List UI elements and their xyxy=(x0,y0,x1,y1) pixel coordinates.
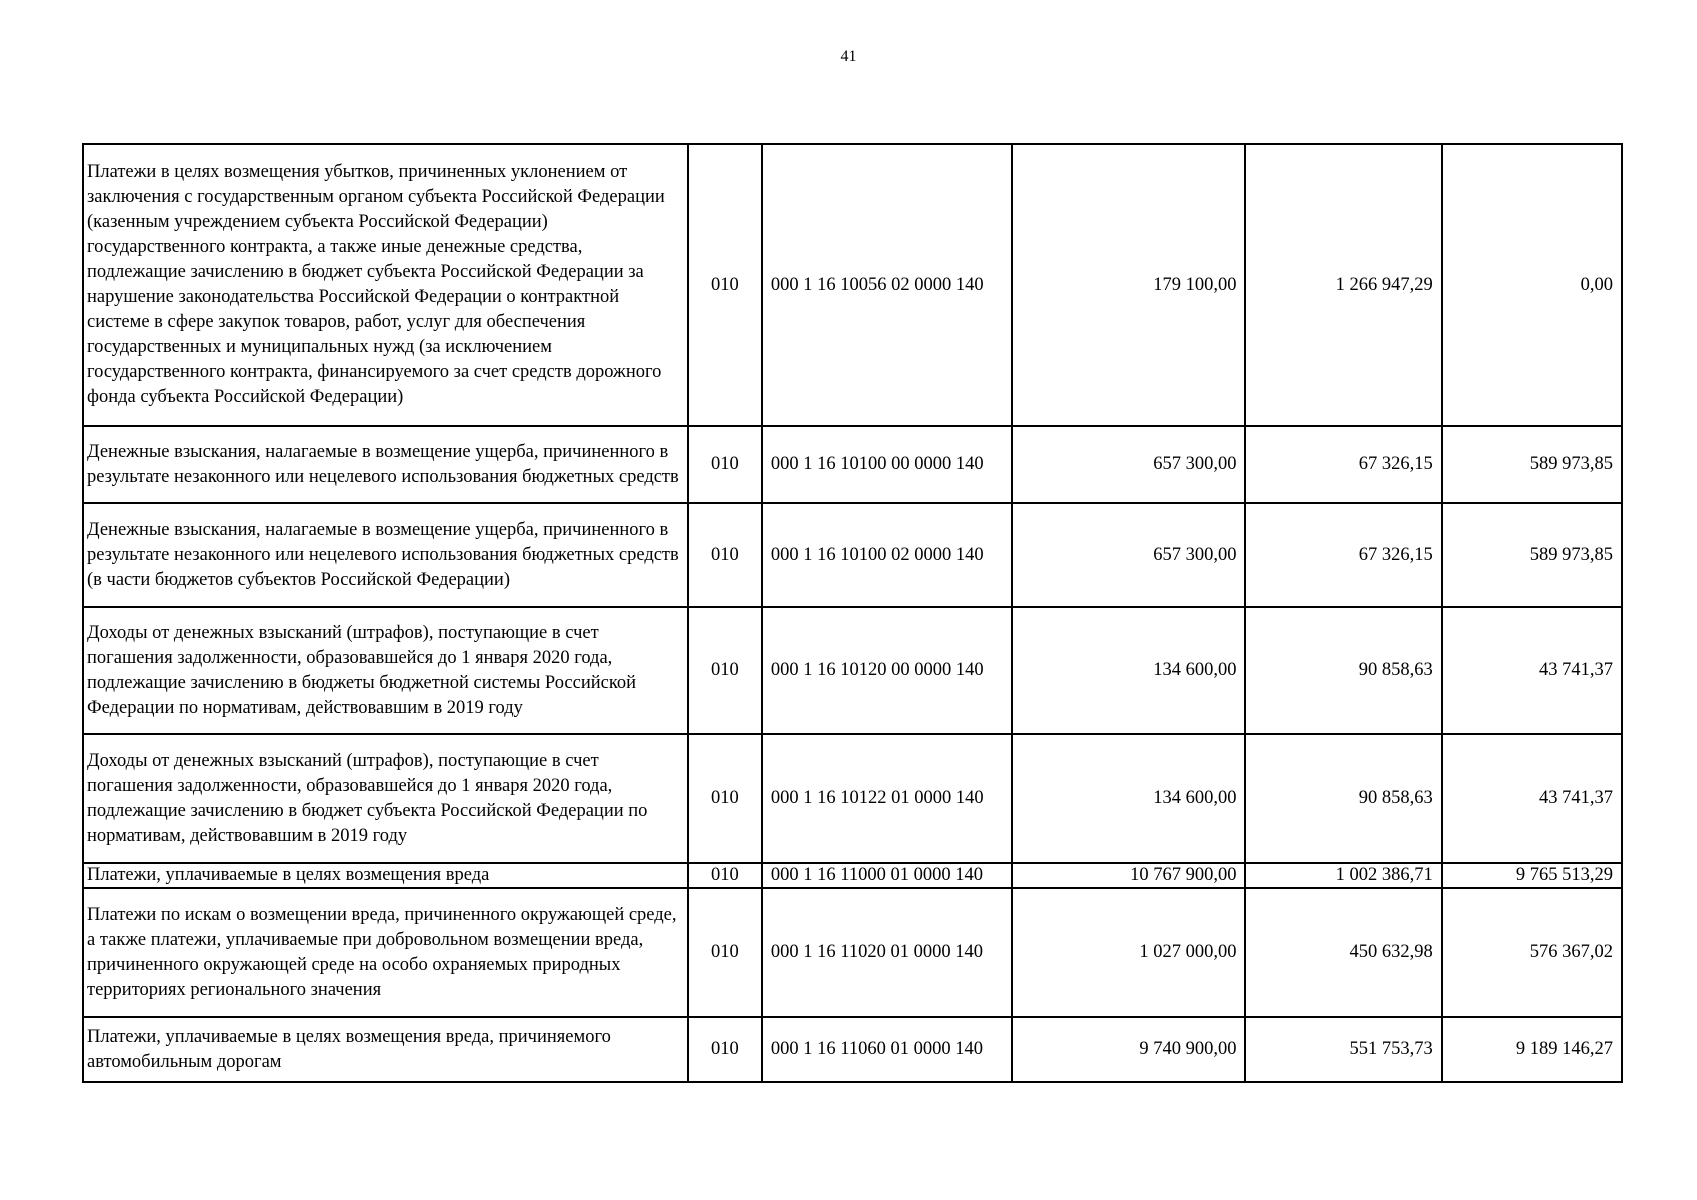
unexecuted-amount-cell: 43 741,37 xyxy=(1442,607,1622,734)
income-name-cell: Платежи по искам о возмещении вреда, причиненного окружающей среде, а также платежи, уплачиваемые при добровольном возмещении вреда, причиненного окружающей среде на особо охраняемых природных территориях регионального значения xyxy=(83,888,688,1017)
approved-amount-cell: 10 767 900,00 xyxy=(1012,863,1245,888)
unexecuted-amount-cell: 589 973,85 xyxy=(1442,426,1622,503)
table-row xyxy=(83,734,1622,863)
page-number: 41 xyxy=(840,48,857,65)
income-code-cell: 000 1 16 10100 02 0000 140 xyxy=(762,503,1012,607)
income-name-cell: Платежи, уплачиваемые в целях возмещения вреда xyxy=(83,863,688,888)
table-row xyxy=(83,888,1622,1017)
income-name-cell: Денежные взыскания, налагаемые в возмещение ущерба, причиненного в результате незаконного или нецелевого использования бюджетных средств xyxy=(83,426,688,503)
income-name-cell: Денежные взыскания, налагаемые в возмещение ущерба, причиненного в результате незаконного или нецелевого использования бюджетных средств (в части бюджетов субъектов Российской Федерации) xyxy=(83,503,688,607)
income-name-cell: Платежи, уплачиваемые в целях возмещения вреда, причиняемого автомобильным дорогам xyxy=(83,1017,688,1082)
line-code-cell: 010 xyxy=(688,503,762,607)
unexecuted-amount-cell: 0,00 xyxy=(1442,144,1622,426)
unexecuted-amount-cell: 589 973,85 xyxy=(1442,503,1622,607)
executed-amount-cell: 90 858,63 xyxy=(1245,734,1441,863)
table-row xyxy=(83,144,1622,426)
line-code-cell: 010 xyxy=(688,426,762,503)
income-code-cell: 000 1 16 11060 01 0000 140 xyxy=(762,1017,1012,1082)
income-name-cell: Платежи в целях возмещения убытков, причиненных уклонением от заключения с государственным органом субъекта Российской Федерации (казенным учреждением субъекта Российской Федерации) государственного контракта, а также иные денежные средства, подлежащие зачислению в бюджет субъекта Российской Федерации за нарушение законодательства Российской Федерации о контрактной системе в сфере закупок товаров, работ, услуг для обеспечения государственных и муниципальных нужд (за исключением государственного контракта, финансируемого за счет средств дорожного фонда субъекта Российской Федерации) xyxy=(83,144,688,426)
table-row xyxy=(83,426,1622,503)
table-row xyxy=(83,863,1622,888)
approved-amount-cell: 9 740 900,00 xyxy=(1012,1017,1245,1082)
unexecuted-amount-cell: 9 189 146,27 xyxy=(1442,1017,1622,1082)
executed-amount-cell: 67 326,15 xyxy=(1245,503,1441,607)
income-code-cell: 000 1 16 10056 02 0000 140 xyxy=(762,144,1012,426)
line-code-cell: 010 xyxy=(688,607,762,734)
executed-amount-cell: 90 858,63 xyxy=(1245,607,1441,734)
income-code-cell: 000 1 16 10100 00 0000 140 xyxy=(762,426,1012,503)
income-name-cell: Доходы от денежных взысканий (штрафов), поступающие в счет погашения задолженности, образовавшейся до 1 января 2020 года, подлежащие зачислению в бюджет субъекта Российской Федерации по нормативам, действовавшим в 2019 году xyxy=(83,734,688,863)
executed-amount-cell: 1 266 947,29 xyxy=(1245,144,1441,426)
income-code-cell: 000 1 16 11020 01 0000 140 xyxy=(762,888,1012,1017)
approved-amount-cell: 134 600,00 xyxy=(1012,607,1245,734)
approved-amount-cell: 657 300,00 xyxy=(1012,503,1245,607)
income-name-cell: Доходы от денежных взысканий (штрафов), поступающие в счет погашения задолженности, образовавшейся до 1 января 2020 года, подлежащие зачислению в бюджеты бюджетной системы Российской Федерации по нормативам, действовавшим в 2019 году xyxy=(83,607,688,734)
income-code-cell: 000 1 16 11000 01 0000 140 xyxy=(762,863,1012,888)
line-code-cell: 010 xyxy=(688,863,762,888)
line-code-cell: 010 xyxy=(688,734,762,863)
approved-amount-cell: 179 100,00 xyxy=(1012,144,1245,426)
unexecuted-amount-cell: 576 367,02 xyxy=(1442,888,1622,1017)
table-row xyxy=(83,503,1622,607)
unexecuted-amount-cell: 43 741,37 xyxy=(1442,734,1622,863)
income-report-table xyxy=(82,143,1623,1083)
line-code-cell: 010 xyxy=(688,888,762,1017)
table-row xyxy=(83,607,1622,734)
unexecuted-amount-cell: 9 765 513,29 xyxy=(1442,863,1622,888)
approved-amount-cell: 657 300,00 xyxy=(1012,426,1245,503)
income-code-cell: 000 1 16 10122 01 0000 140 xyxy=(762,734,1012,863)
executed-amount-cell: 67 326,15 xyxy=(1245,426,1441,503)
executed-amount-cell: 1 002 386,71 xyxy=(1245,863,1441,888)
line-code-cell: 010 xyxy=(688,144,762,426)
table-row xyxy=(83,1017,1622,1082)
approved-amount-cell: 134 600,00 xyxy=(1012,734,1245,863)
executed-amount-cell: 450 632,98 xyxy=(1245,888,1441,1017)
income-code-cell: 000 1 16 10120 00 0000 140 xyxy=(762,607,1012,734)
line-code-cell: 010 xyxy=(688,1017,762,1082)
approved-amount-cell: 1 027 000,00 xyxy=(1012,888,1245,1017)
executed-amount-cell: 551 753,73 xyxy=(1245,1017,1441,1082)
